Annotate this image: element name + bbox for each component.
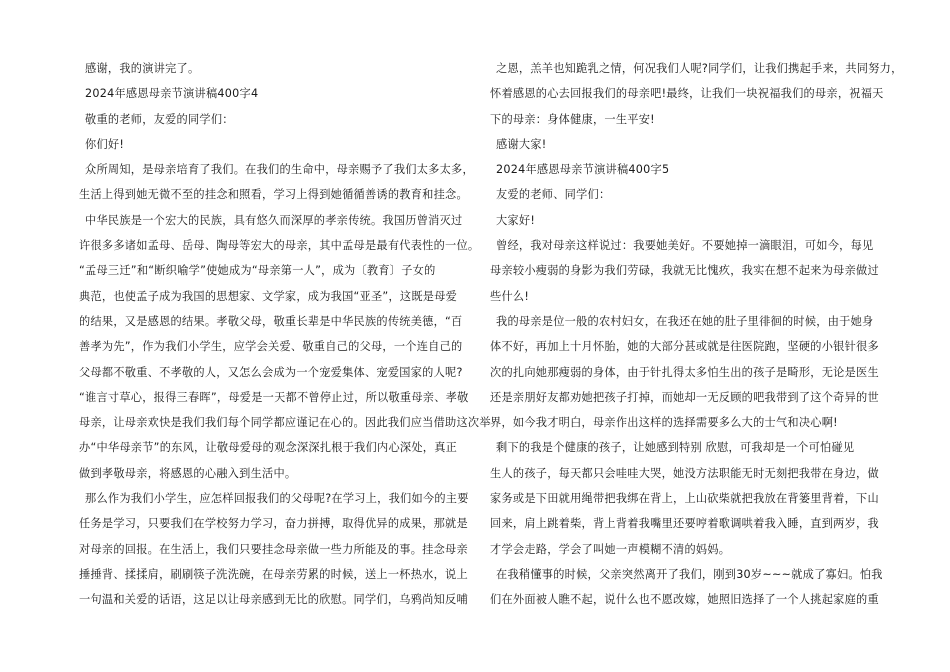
paragraph: [490, 182, 876, 207]
text-line: 中华民族是一个宏大的民族，具有悠久而深厚的孝亲传统。我国历曾消灭过: [85, 213, 463, 227]
text-line: 之恩，羔羊也知跪乳之情，何况我们人呢?同学们，让我们携起手来，共同努力，: [496, 62, 903, 75]
text-line: 的结果，又是感恩的结果。孝敬父母，敬重长辈是中华民族的传统美德，“百: [79, 314, 463, 328]
text-line: 回来，肩上跳着柴，背上背着我嘴里还要哼着歌调哄着我入睡，直到两岁，我: [490, 517, 879, 531]
paragraph: [79, 208, 491, 486]
text-line: 下的母亲：身体健康，一生平安!: [490, 112, 655, 126]
paragraph: [79, 56, 462, 81]
text-line: “孟母三迁”和“断织喻学”使她成为“母亲第一人”，成为〔教育〕子女的: [79, 264, 436, 278]
text-line: 曾经，我对母亲这样说过：我要她美好。不要她掉一滴眼泪，可如今，每见: [496, 239, 874, 253]
paragraph: [79, 132, 462, 157]
text-line: 众所周知，是母亲培育了我们。在我们的生命中，母亲赐予了我们太多太多，: [85, 163, 474, 177]
text-line: 体不好，再加上十月怀胎，她的大部分甚或就是往医院跑，坚硬的小银针很多: [490, 340, 879, 354]
text-line: 善孝为先”，作为我们小学生，应学会关爱、敬重自己的父母，一个连自己的: [79, 340, 463, 354]
text-line: 我的母亲是位一般的农村妇女，在我还在她的肚子里徘徊的时候，由于她身: [496, 314, 874, 328]
text-line: 界，如今我才明白，母亲作出这样的选择需要多么大的士气和决心啊!: [490, 416, 838, 430]
paragraph: [79, 107, 462, 132]
text-line: 许很多多诸如孟母、岳母、陶母等宏大的母亲，其中孟母是最有代表性的一位。: [79, 239, 480, 253]
text-line: 母亲较小瘦弱的身影为我们劳碌，我就无比愧疚，我实在想不起来为母亲做过: [490, 264, 879, 278]
text-line: 母亲，让母亲欢快是我们我们每个同学都应谨记在心的。因此我们应当借助这次举: [79, 416, 491, 430]
text-line: 生活上得到她无微不至的挂念和照看，学习上得到她循循善诱的教育和挂念。: [79, 188, 468, 202]
text-line: 感谢大家!: [496, 137, 547, 151]
text-line: 些什么!: [490, 289, 530, 303]
paragraph: [79, 81, 462, 106]
text-line: 大家好!: [496, 213, 536, 227]
text-line: 2024年感恩母亲节演讲稿400字4: [85, 87, 259, 101]
paragraph: [490, 208, 876, 233]
paragraph: [490, 233, 879, 309]
paragraph: [490, 157, 876, 182]
text-line: 那么作为我们小学生，应怎样回报我们的父母呢?在学习上，我们如今的主要: [85, 492, 469, 506]
text-line: 典范，也使孟子成为我国的思想家、文学家，成为我国“亚圣”，这既是母爱: [79, 289, 458, 303]
text-line: 次的扎向她那瘦弱的身体，由于针扎得太多怕生出的孩子是畸形，无论是医生: [490, 365, 879, 379]
text-line: 家务或是下田就用绳带把我绑在背上，上山砍柴就把我放在背篓里背着，下山: [490, 492, 879, 506]
text-line: 敬重的老师，友爱的同学们：: [85, 112, 234, 126]
text-line: 剩下的我是个健康的孩子，让她感到特别 欣慰，可我却是一个可怕碰见: [496, 441, 855, 455]
paragraph: [490, 132, 876, 157]
text-line: 还是亲朋好友都劝她把孩子打掉，而她却一无反顾的吧我带到了这个奇异的世: [490, 390, 879, 404]
text-line: 父母都不敬重、不孝敬的人，又怎么会成为一个宠爱集体、宠爱国家的人呢?: [79, 365, 463, 379]
text-line: 才学会走路，学会了叫她一声模糊不清的妈妈。: [490, 542, 731, 556]
text-line: 捶捶背、揉揉肩，刷刷筷子洗洗碗，在母亲劳累的时候，送上一杯热水，说上: [79, 567, 468, 581]
text-line: 友爱的老师、同学们：: [496, 188, 611, 202]
text-line: 在我稍懂事的时候，父亲突然离开了我们，刚到30岁~~~就成了寡妇。怕我: [496, 567, 883, 581]
text-line: 任务是学习，只要我们在学校努力学习，奋力拼搏，取得优异的成果，那就是: [79, 517, 468, 531]
text-line: 对母亲的回报。在生活上，我们只要挂念母亲做一些力所能及的事。挂念母亲: [79, 542, 468, 556]
paragraph: [79, 157, 474, 208]
text-line: 做到孝敬母亲，将感恩的心融入到生活中。: [79, 466, 297, 480]
paragraph: [490, 56, 903, 132]
text-line: 2024年感恩母亲节演讲稿400字5: [496, 163, 670, 177]
text-line: 怀着感恩的心去回报我们的母亲吧!最终，让我们一块祝福我们的母亲，祝福天: [490, 87, 884, 101]
paragraph: [490, 435, 879, 561]
text-line: 生人的孩子，每天都只会哇哇大哭，她没方法职能无时无刻把我带在身边，做: [490, 466, 879, 480]
paragraph: [490, 562, 883, 613]
text-line: 一句温和关爱的话语，这足以让母亲感到无比的欣慰。同学们，乌鸦尚知反哺: [79, 593, 468, 607]
text-line: 们在外面被人瞧不起，说什么也不愿改嫁，她照旧选择了一个人挑起家庭的重: [490, 593, 879, 607]
left-column: [79, 56, 491, 613]
right-column: [490, 56, 903, 613]
text-line: 办“中华母亲节”的东风，让敬母爱母的观念深深扎根于我们内心深处，真正: [79, 441, 458, 455]
text-line: “谁言寸草心，报得三春晖”，母爱是一天都不曾停止过，所以敬重母亲、孝敬: [79, 390, 469, 404]
paragraph: [79, 486, 469, 612]
text-line: 感谢，我的演讲完了。: [85, 62, 200, 75]
text-line: 你们好!: [85, 137, 125, 151]
paragraph: [490, 309, 879, 435]
